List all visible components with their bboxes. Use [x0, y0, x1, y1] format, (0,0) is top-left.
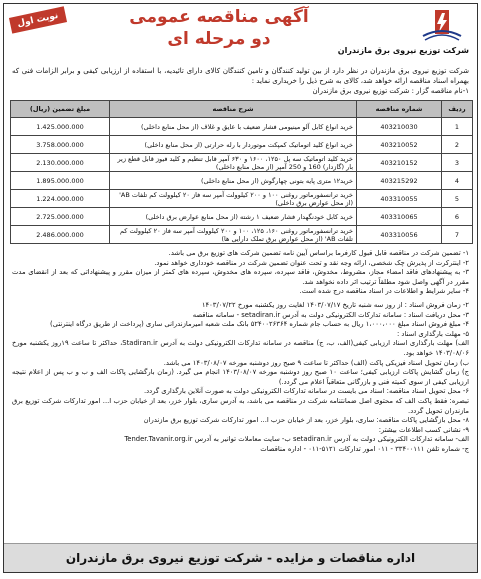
row-number: 3: [442, 154, 473, 172]
table-row: [11, 118, 473, 136]
tender-items-table: [10, 100, 473, 244]
row-number: 4: [442, 172, 473, 190]
conditions-notes: [4, 244, 477, 297]
tender-number: 403210030: [357, 118, 442, 136]
note-item: ۱- تضمین شرکت در مناقصه قابل قبول کارفرما براساس آیین نامه تضمین شرکت های توزیع برق می باشد.: [168, 249, 469, 257]
detail-item: تبصره: فقط پاکت الف که محتوی اصل ضمانتنامه شرکت در مناقصه می باشد، به آدرس ساری، بلوار خزر، بعد از خیابان حزب ا... امور تدارکات شرکت توزیع برق مازندران تحویل گردد.: [12, 396, 469, 415]
col-header-row-number: ردیف: [442, 101, 473, 118]
guarantee-amount: 3.758.000.000: [11, 136, 110, 154]
col-header-guarantee-amount: مبلغ تضمین (ریال): [11, 101, 110, 118]
detail-item: ب) زمان تحویل اسناد فیزیکی پاکت (الف) حداکثر تا ساعت ۹ صبح روز دوشنبه مورخه ۱۴۰۳/۰۸/۰۷ می باشد.: [163, 358, 469, 367]
tender-description: خرید ترانسفورماتور روغنی ۱۶۰، ۱۲۵، ۱۰۰ و ۲۰۰ کیلوولت آمپر سه فاز ۲۰ کیلوولت کم تلفات AB' (از محل عوارض برق تملک دارایی ها): [110, 226, 357, 244]
detail-item: ۳- محل دریافت اسناد : سامانه تدارکات الکترونیکی دولت به آدرس setadiran.ir - سامانه مناقصه: [192, 310, 469, 319]
tender-number: 403310065: [357, 208, 442, 226]
tender-notice: [3, 3, 478, 573]
tender-description: خرید انواع کلید اتوماتیک کمپکت موتوردار با رله حرارتی (از محل منابع داخلی): [110, 136, 357, 154]
guarantee-amount: 2.130.000.000: [11, 154, 110, 172]
col-header-tender-number: شماره مناقصه: [357, 101, 442, 118]
intro-text: [4, 66, 477, 96]
row-number: 1: [442, 118, 473, 136]
table-row: [11, 172, 473, 190]
table-row: [11, 208, 473, 226]
detail-item: ۶- محل تحویل اسناد مناقصه: اسناد می بایست در سامانه تدارکات الکترونیکی دولت به صورت آنلاین بارگذاری گردد.: [143, 387, 469, 396]
note-item: ۳- به پیشنهادهای فاقد امضاء مجاز، مشروط، مخدوش، فاقد سپرده، سپرده های مخدوش، سپرده های کمتر از میزان مقرر و پیشنهاداتی که بعد از انقضای مدت مقرر در آگهی واصل شود مطلقاً ترتیب اثر داده نخواهد شد.: [12, 268, 469, 286]
guarantee-amount: 2.486.000.000: [11, 226, 110, 244]
table-header-row: [11, 101, 473, 118]
detail-item: الف) مهلت بارگذاری اسناد ارزیابی کیفی(الف، ب، ج) مناقصه در سامانه تدارکات الکترونیکی دولت به آدرس Stadiran.ir، حداکثر تا ساعت ۱۹روز یکشنبه مورخ ۱۴۰۳/۰۸/۰۶ خواهد بود.: [12, 339, 469, 357]
notice-title: [124, 6, 314, 50]
note-item: ۴- سایر شرایط و اطلاعات در اسناد مناقصه درج شده است.: [299, 287, 469, 296]
detail-item: ۸- محل بازگشایی پاکات مناقصه: ساری، بلوار خزر، بعد از خیابان حزب ا... امور تدارکات شرکت توزیع برق مازندران: [143, 416, 469, 425]
detail-item: ج- شماره تلفن ۳۳۴۰۰۱۱۱ - ۰۱۱ امور تدارکات ۵۱۲۱-۰۱۱ - اداره مناقصات: [260, 444, 469, 453]
tender-description: خرید۱۲ متری پایه بتونی چهارگوش (از محل منابع داخلی): [110, 172, 357, 190]
footer-banner: اداره مناقصات و مزایده - شرکت توزیع نیروی برق مازندران: [4, 543, 477, 572]
note-item: ۲- اینترکرت از پذیرش چک شخصی، ارائه وجه نقد و تحت عنوان تضمین شرکت در مناقصه خودداری خواهد نمود.: [154, 258, 469, 267]
intro-paragraph: شرکت توزیع نیروی برق مازندران در نظر دارد از بین تولید کنندگان و تامین کنندگان کالای دارای تائیدیه، با استفاده از ارزیابی کیفی و برابر الزامات فنی که بهمراه اسناد مناقصه ارائه خواهد شد، کالای به شرح ذیل را خریداری نماید :: [12, 67, 469, 85]
title-line-2: دو مرحله ای: [167, 29, 271, 49]
detail-item: ۹- نشانی کسب اطلاعات بیشتر:: [378, 425, 469, 434]
row-number: 5: [442, 190, 473, 208]
tender-number: 403310055: [357, 190, 442, 208]
row-number: 6: [442, 208, 473, 226]
table-row: [11, 136, 473, 154]
row-number: 2: [442, 136, 473, 154]
title-line-1: آگهی مناقصه عمومی: [129, 7, 309, 27]
detail-item: ج) زمان گشایش پاکات ارزیابی کیفی؛ ساعت ۱۰ صبح روز دوشنبه مورخه ۱۴۰۳/۰۸/۰۷ انجام می گیرد. (زمان بارگشایی پاکات الف و ب و ب پس از اعلام نتیجه ارزیابی کیفی از سوی کمیته فنی و بازرگانی متعاقباً اعلام می گردد.): [12, 368, 470, 386]
detail-item: ۲- زمان فروش اسناد : از روز سه شنبه تاریخ ۱۴۰۳/۰۷/۱۷ لغایت روز یکشنبه مورخ ۱۴۰۳/۰۷/۲۲: [201, 300, 469, 309]
guarantee-amount: 2.725.000.000: [11, 208, 110, 226]
tender-description: خرید ترانسفورماتور روغنی ۱۰۰ و ۲۰۰ کیلوولت آمپر سه فاز ۲۰ کیلوولت کم تلفات AB' (از محل عوارض برق داخلی): [110, 190, 357, 208]
table-row: [11, 190, 473, 208]
table-row: [11, 226, 473, 244]
guarantee-amount: 1.224.000.000: [11, 190, 110, 208]
tender-number: 403215292: [357, 172, 442, 190]
tender-description: خرید کلید اتوماتیک سه پل ۱۲۵۰، ۱۶۰۰ و ۶۳۰ آمپر قابل تنظیم و کلید فیوز قابل قطع زیر بار (گازدار) 160 و 250 آمپر (از محل منابع داخلی): [110, 154, 357, 172]
company-name: شرکت توزیع نیروی برق مازندران: [337, 46, 469, 55]
tender-details: [4, 297, 477, 455]
tender-number: 403210052: [357, 136, 442, 154]
tender-description: خرید انواع کابل آلو مینیومی فشار ضعیف با عایق و غلاف (از محل منابع داخلی): [110, 118, 357, 136]
organizer-line: ۱-نام مناقصه گزار : شرکت توزیع نیروی برق مازندران: [312, 87, 469, 95]
detail-item: ۴- مبلغ فروش اسناد مبلغ ۱،۰۰۰،۰۰۰ ریال به حساب جام شماره ۵۲۴۰۰۲۶۳۶۴ بانک ملت شعبه امیرمازندرانی ساری (پرداخت از طریق درگاه اینترنتی): [50, 320, 469, 329]
detail-item: الف- سامانه تدارکات الکترونیکی دولت به آدرس setadiran.ir ب- سایت معاملات توانیر به آدرس Tender.Tavanir.org.ir: [124, 435, 469, 444]
col-header-description: شرح مناقصه: [110, 101, 357, 118]
tender-number: 403210152: [357, 154, 442, 172]
row-number: 7: [442, 226, 473, 244]
notice-header: [4, 4, 477, 66]
guarantee-amount: 1.895.000.000: [11, 172, 110, 190]
first-issue-badge: نوبت اول: [9, 6, 67, 33]
guarantee-amount: 1.425.000.000: [11, 118, 110, 136]
tender-number: 403310056: [357, 226, 442, 244]
detail-item: ۵- مهلت بارگذاری اسناد :: [396, 329, 469, 338]
tender-description: خرید کابل خودنگهدار فشار ضعیف ۱ رشته (از محل منابع عوارض برق داخلی): [110, 208, 357, 226]
table-row: [11, 154, 473, 172]
company-logo-icon: [421, 8, 463, 42]
